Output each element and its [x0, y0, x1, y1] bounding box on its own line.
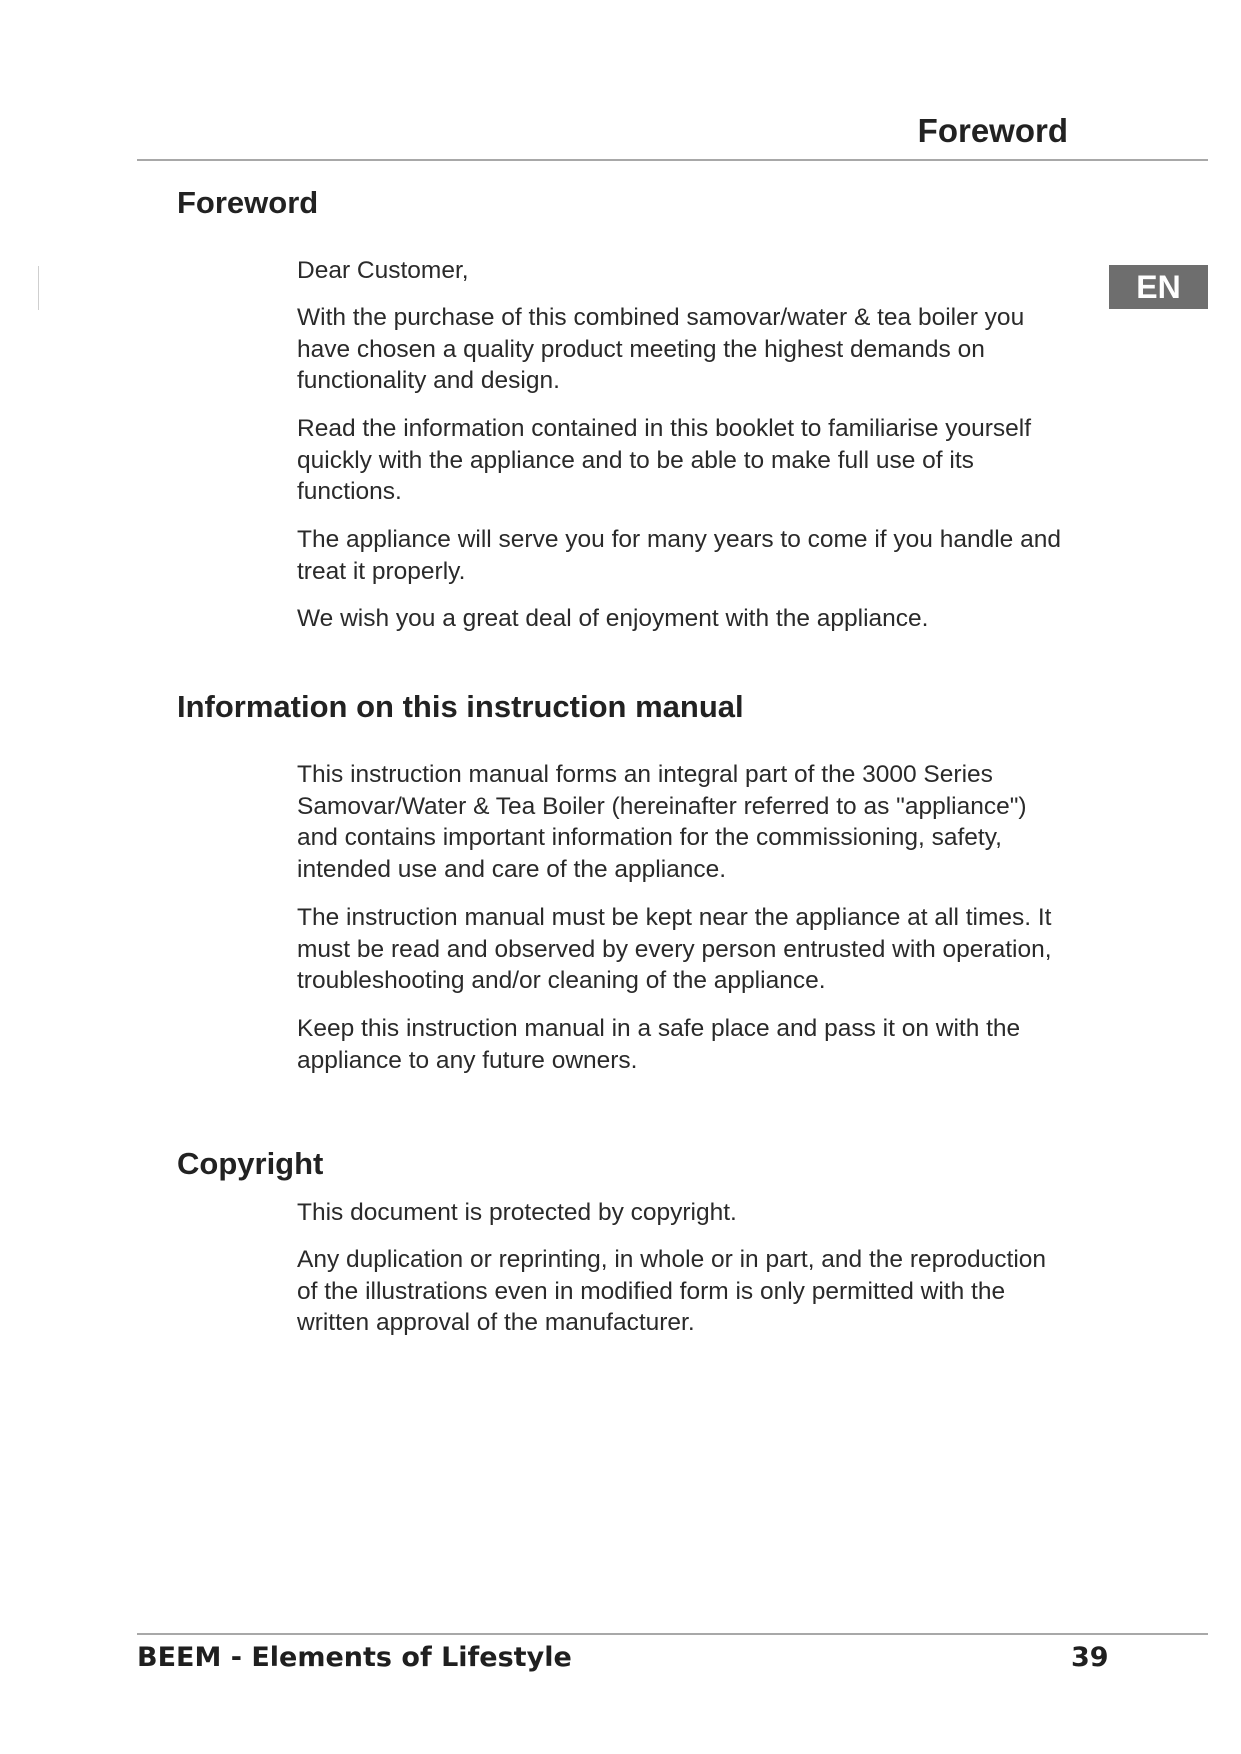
paragraph: Dear Customer,	[297, 257, 469, 284]
footer-brand: BEEM - Elements of Lifestyle	[137, 1642, 572, 1673]
language-badge: EN	[1109, 265, 1208, 309]
paragraph: The instruction manual must be kept near the appliance at all times. It must be read and observed by every person entrusted with operation, troubleshooting and/or cleaning of the appliance.	[297, 904, 1052, 994]
paragraph: With the purchase of this combined samovar/water & tea boiler you have chosen a quality product meeting the highest demands on functionality and design.	[297, 304, 1025, 394]
paragraph: This instruction manual forms an integral part of the 3000 Series Samovar/Water & Tea Boiler (hereinafter referred to as "appliance") and contains important information for the commissioning, safety, intended use and care of the appliance.	[297, 761, 1027, 883]
paragraph: The appliance will serve you for many years to come if you handle and treat it properly.	[297, 526, 1061, 585]
section-heading: Information on this instruction manual	[177, 689, 744, 724]
paragraph: Read the information contained in this booklet to familiarise yourself quickly with the appliance and to be able to make full use of its functions.	[297, 415, 1032, 505]
section-heading: Copyright	[177, 1146, 324, 1181]
page-number: 39	[1071, 1642, 1109, 1673]
paragraph: This document is protected by copyright.	[297, 1199, 737, 1226]
page-header-title: Foreword	[917, 112, 1068, 149]
paragraph: We wish you a great deal of enjoyment with the appliance.	[297, 605, 929, 632]
paragraph: Keep this instruction manual in a safe place and pass it on with the appliance to any future owners.	[297, 1015, 1021, 1074]
footer-divider	[137, 1633, 1208, 1635]
margin-mark	[38, 266, 39, 310]
paragraph: Any duplication or reprinting, in whole or in part, and the reproduction of the illustrations even in modified form is only permitted with the written approval of the manufacturer.	[297, 1246, 1047, 1336]
header-divider	[137, 159, 1208, 161]
section-heading: Foreword	[177, 185, 319, 220]
